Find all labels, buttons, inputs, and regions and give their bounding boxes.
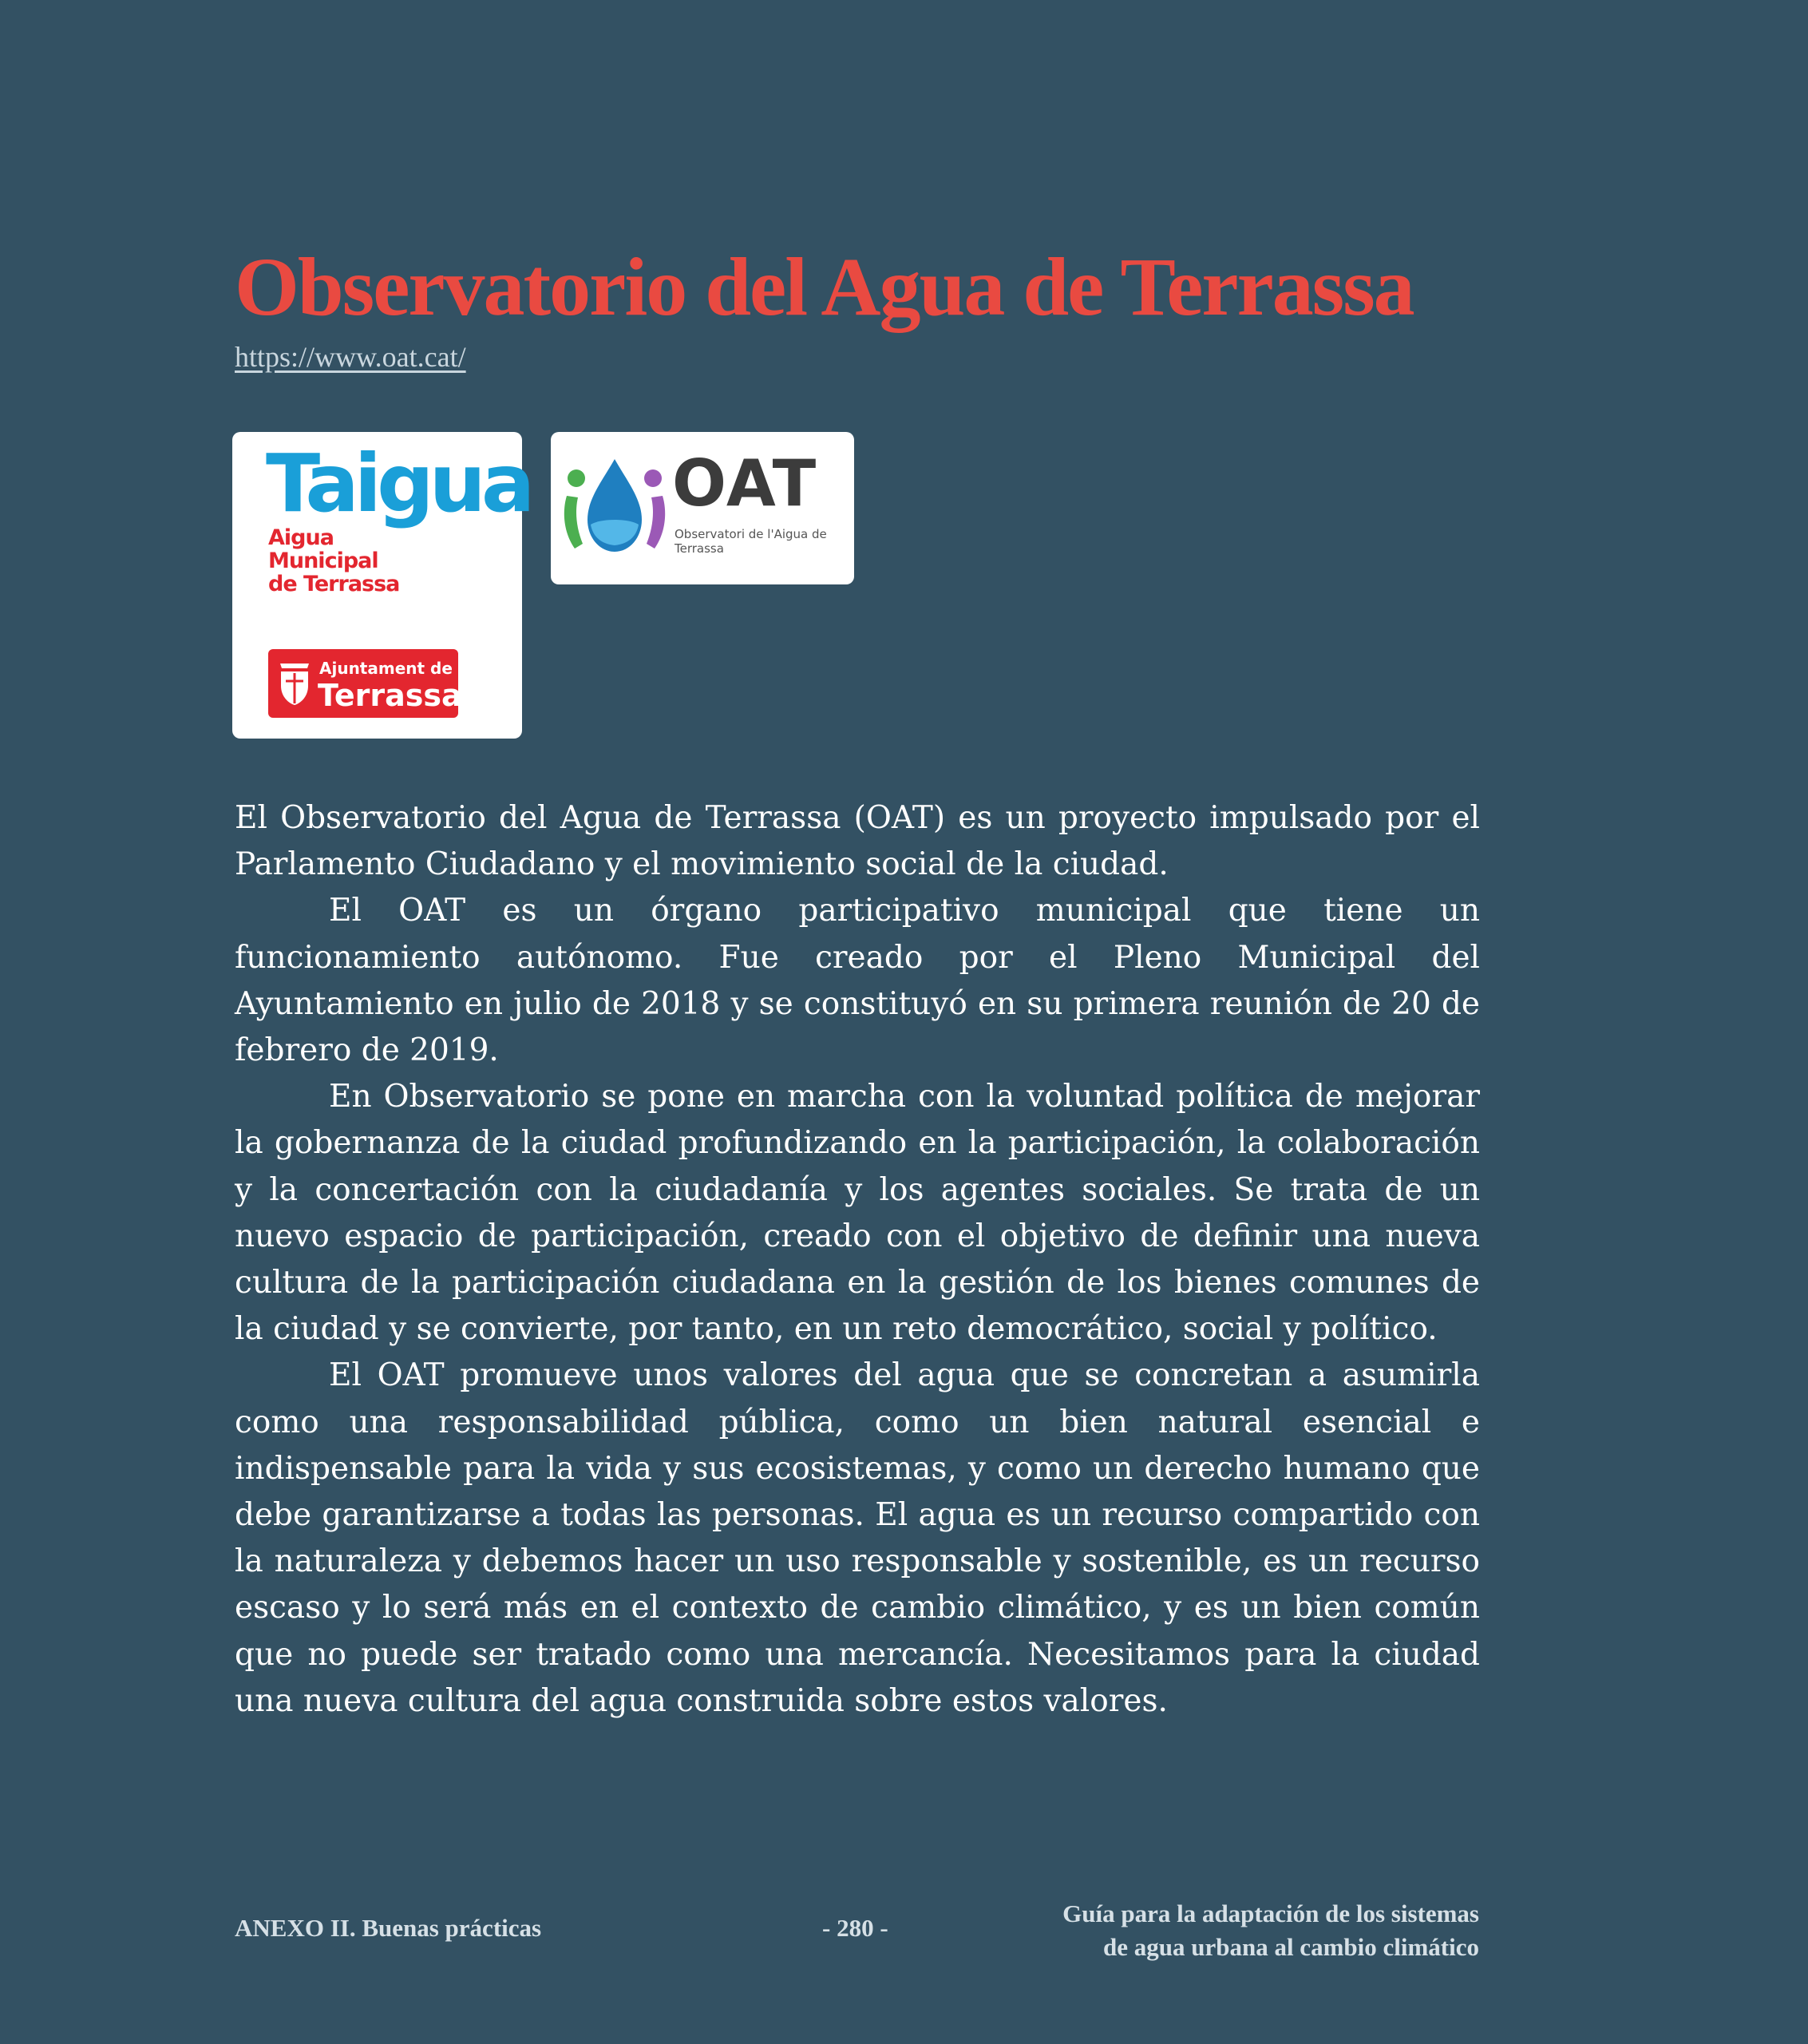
terrassa-label: Terrassa — [318, 678, 462, 713]
paragraph: El OAT promueve unos valores del agua que se concretan a asumirla como una responsabilidad pública, como un bien natural esencial e indispensable para la vida y sus ecosistemas, y como un derecho humano que debe garantizarse a todas las personas. El agua es un recurso compartido con la naturaleza y debemos hacer un uso responsable y sostenible, es un recurso escaso y lo será más en el contexto de cambio climático, y es un bien común que no puede ser tratado como una mercancía. Necesitamos para la ciudad una nueva cultura del agua construida sobre estos valores. — [235, 1357, 1480, 1719]
oat-subtitle: Observatori de l'Aigua de Terrassa — [675, 527, 827, 556]
website-link[interactable]: https://www.oat.cat/ — [235, 341, 466, 373]
taigua-wordmark: Taigua — [266, 437, 531, 530]
oat-wordmark: OAT — [672, 446, 818, 521]
terrassa-shield-icon — [278, 662, 311, 707]
oat-logo-card — [551, 432, 854, 584]
taigua-subtitle — [268, 526, 476, 596]
footer-guide-title-line: Guía para la adaptación de los sistemas — [1062, 1899, 1479, 1927]
taigua-subtitle-line: Municipal — [268, 549, 378, 573]
ajuntament-badge — [268, 649, 462, 718]
footer-section-label: ANEXO II. Buenas prácticas — [235, 1914, 542, 1942]
body-text — [235, 795, 1480, 1725]
taigua-subtitle-line: Aigua — [268, 525, 334, 550]
taigua-logo-card — [232, 432, 531, 739]
ajuntament-label: Ajuntament de — [319, 659, 453, 678]
paragraph: El OAT es un órgano participativo municipal que tiene un funcionamiento autónomo. Fue creado por el Pleno Municipal del Ayuntamiento en julio de 2018 y se constituyó en su primera reunión de 20 de febrero de 2019. — [235, 893, 1480, 1069]
paragraph: En Observatorio se pone en marcha con la voluntad política de mejorar la gobernanza de la ciudad profundizando en la participación, la colaboración y la concertación con la ciudadanía y los agentes sociales. Se trata de un nuevo espacio de participación, creado con el objetivo de definir una nueva cultura de la participación ciudadana en la gestión de los bienes comunes de la ciudad y se convierte, por tanto, en un reto democrático, social y político. — [235, 1079, 1480, 1348]
footer-guide-title-line: de agua urbana al cambio climático — [1102, 1933, 1479, 1961]
taigua-subtitle-line: de Terrassa — [268, 572, 400, 596]
water-drop-people-icon — [559, 454, 671, 562]
page-title: Observatorio del Agua de Terrassa — [235, 241, 1414, 333]
page-number: - 280 - — [822, 1914, 888, 1942]
paragraph: El Observatorio del Agua de Terrassa (OAT) es un proyecto impulsado por el Parlamento Ciudadano y el movimiento social de la ciudad. — [235, 800, 1480, 883]
footer-guide-title — [1062, 1897, 1479, 1964]
